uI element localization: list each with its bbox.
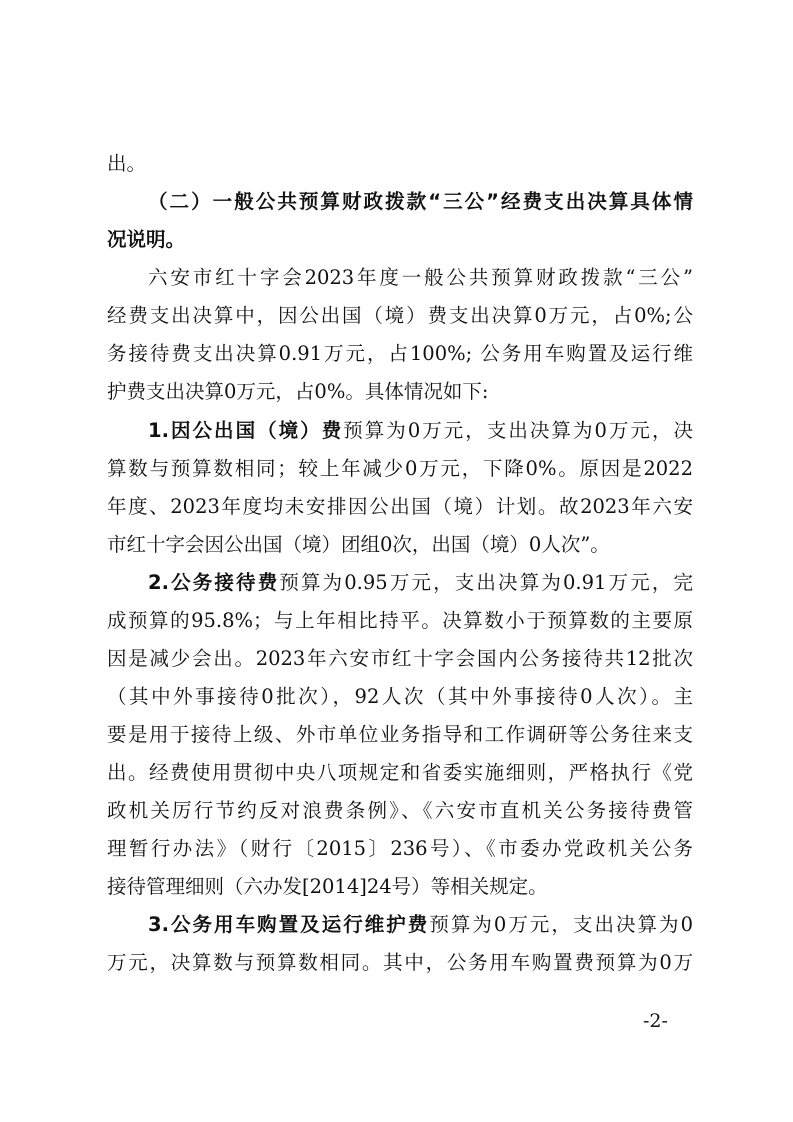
text-line: 务接待费支出决算0.91万元，占100%; 公务用车购置及运行维 (107, 342, 693, 365)
item-3-heading: 3.公务用车购置及运行维护费 (148, 913, 430, 936)
item-1-line (148, 417, 693, 445)
text-line: 万元，决算数与预算数相同。其中，公务用车购置费预算为0万 (107, 951, 693, 974)
item-2-line (148, 569, 693, 597)
text-line: 出。 (107, 152, 147, 175)
text-line: 六安市红十字会2023年度一般公共预算财政拨款“三公” (148, 266, 693, 289)
text-line: 接待管理细则（六办发[2014]24号）等相关规定。 (107, 875, 548, 898)
item-2-text: 预算为0.95万元，支出决算为0.91万元，完 (279, 571, 693, 594)
page-number: -2- (643, 1010, 668, 1032)
text-line: 要是用于接待上级、外市单位业务指导和工作调研等公务往来支 (107, 723, 693, 746)
item-3-text: 预算为0万元，支出决算为0 (429, 913, 693, 936)
text-line: 年度、2023年度均未安排因公出国（境）计划。故2023年六安 (107, 495, 693, 518)
section-heading: （二）一般公共预算财政拨款“三公”经费支出决算具体情 (148, 190, 693, 213)
text-line: 成预算的95.8%；与上年相比持平。决算数小于预算数的主要原 (107, 609, 693, 632)
text-line: 政机关厉行节约反对浪费条例》、《六安市直机关公务接待费管 (107, 799, 693, 822)
text-line: 市红十字会因公出国（境）团组0次，出国（境）0人次”。 (107, 533, 610, 556)
section-heading-cont: 况说明。 (107, 228, 186, 251)
text-line: 算数与预算数相同；较上年减少0万元，下降0%。原因是2022 (107, 457, 693, 480)
item-2-heading: 2.公务接待费 (148, 571, 280, 594)
text-line: 理暂行办法》（财行〔2015〕236号）、《市委办党政机关公务 (107, 837, 693, 860)
text-line: 出。经费使用贯彻中央八项规定和省委实施细则，严格执行《党 (107, 761, 693, 784)
item-1-text: 预算为0万元，支出决算为0万元，决 (343, 419, 693, 442)
item-1-heading: 1.因公出国（境）费 (148, 419, 344, 442)
text-line: （其中外事接待0批次），92人次（其中外事接待0人次）。主 (107, 685, 693, 708)
item-3-line (148, 911, 693, 939)
text-line: 经费支出决算中，因公出国（境）费支出决算0万元，占0%;公 (107, 304, 693, 327)
text-line: 护费支出决算0万元，占0%。具体情况如下: (107, 380, 489, 403)
text-line: 因是减少会出。2023年六安市红十字会国内公务接待共12批次 (107, 647, 693, 670)
